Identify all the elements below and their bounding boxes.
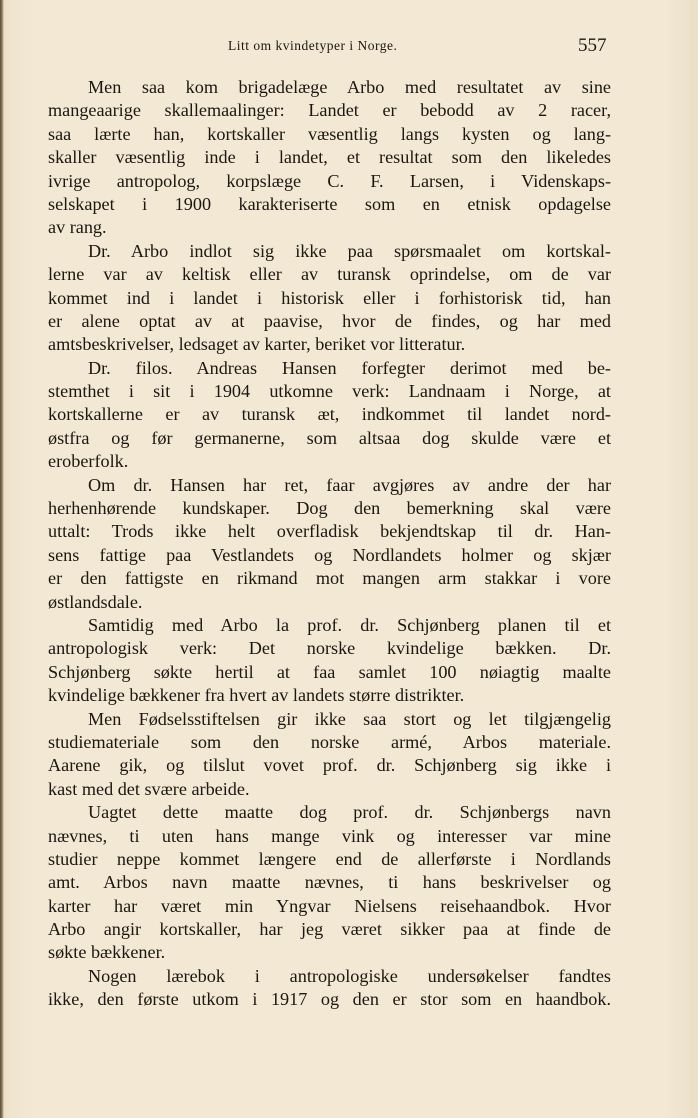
text-line: er den fattigste en rikmand mot mangen arm stakkar i vore	[48, 568, 611, 589]
text-line: Aarene gik, og tilslut vovet prof. dr. Schjønberg sig ikke i	[48, 755, 611, 776]
text-line: kortskallerne er av turansk æt, indkommet til landet nord-	[48, 404, 611, 425]
text-line: eroberfolk.	[48, 451, 129, 472]
text-line: ikke, den første utkom i 1917 og den er stor som en haandbok.	[48, 989, 611, 1010]
text-line: lerne var av keltisk eller av turansk oprindelse, om de var	[48, 264, 611, 285]
text-line: Men Fødselsstiftelsen gir ikke saa stort og let tilgjængelig	[88, 708, 611, 729]
text-line: sens fattige paa Vestlandets og Nordlandets holmer og skjær	[48, 544, 611, 565]
text-line: Dr. filos. Andreas Hansen forfegter derimot med be-	[88, 357, 611, 378]
text-line: antropologisk verk: Det norske kvindelige bækken. Dr.	[48, 638, 611, 659]
text-line: uttalt: Trods ikke helt overfladisk bekjendtskap til dr. Han-	[48, 521, 611, 542]
text-line: Men saa kom brigadelæge Arbo med resultatet av sine	[88, 77, 611, 97]
text-line: amt. Arbos navn maatte nævnes, ti hans beskrivelser og	[48, 872, 611, 893]
text-line: søkte bækkener.	[48, 942, 166, 963]
running-header	[0, 35, 698, 58]
text-line: ivrige antropolog, korpslæge C. F. Larsen, i Videnskaps-	[48, 170, 611, 191]
text-line: Schjønberg søkte hertil at faa samlet 100 nøiagtig maalte	[48, 661, 611, 682]
text-line: studiemateriale som den norske armé, Arbos materiale.	[48, 731, 611, 752]
text-line: stemthet i sit i 1904 utkomne verk: Landnaam i Norge, at	[48, 381, 611, 402]
text-line: karter har været min Yngvar Nielsens reisehaandbok. Hvor	[48, 895, 611, 916]
text-line: Samtidig med Arbo la prof. dr. Schjønberg planen til et	[88, 614, 611, 635]
text-line: kvindelige bækkener fra hvert av landets større distrikter.	[48, 685, 465, 706]
text-line: skaller væsentlig inde i landet, et resultat som den likeledes	[48, 147, 611, 168]
text-line: kast med det svære arbeide.	[48, 778, 250, 799]
text-line: Dr. Arbo indlot sig ikke paa spørsmaalet om kortskal-	[88, 240, 611, 261]
text-line: kommet ind i landet i historisk eller i forhistorisk tid, han	[48, 287, 611, 308]
text-line: amtsbeskrivelser, ledsaget av karter, beriket vor litteratur.	[48, 334, 466, 355]
text-line: nævnes, ti uten hans mange vink og interesser var mine	[48, 825, 611, 846]
running-title: Litt om kvindetyper i Norge.	[228, 38, 398, 53]
text-line: av rang.	[48, 217, 107, 238]
text-line: herhenhørende kundskaper. Dog den bemerkning skal være	[48, 498, 611, 519]
text-line: studier neppe kommet længere end de allerførste i Nordlands	[48, 848, 611, 869]
text-line: østlandsdale.	[48, 591, 143, 612]
text-line: Om dr. Hansen har ret, faar avgjøres av andre der har	[88, 474, 611, 495]
page-number: 557	[578, 35, 607, 56]
text-line: Arbo angir kortskaller, har jeg været sikker paa at finde de	[48, 919, 611, 940]
page-spine-edge	[0, 0, 4, 1118]
text-line: østfra og før germanerne, som altsaa dog skulde være et	[48, 427, 611, 448]
text-line: er alene optat av at paavise, hvor de findes, og har med	[48, 310, 611, 331]
text-line: saa lærte han, kortskaller væsentlig langs kysten og lang-	[48, 123, 611, 144]
body-text	[48, 76, 611, 1012]
text-line: mangeaarige skallemaalinger: Landet er bebodd av 2 racer,	[48, 100, 611, 121]
text-line: Uagtet dette maatte dog prof. dr. Schjønbergs navn	[88, 802, 611, 823]
text-line: selskapet i 1900 karakteriserte som en etnisk opdagelse	[48, 193, 611, 214]
text-line: Nogen lærebok i antropologiske undersøkelser fandtes	[88, 965, 611, 986]
